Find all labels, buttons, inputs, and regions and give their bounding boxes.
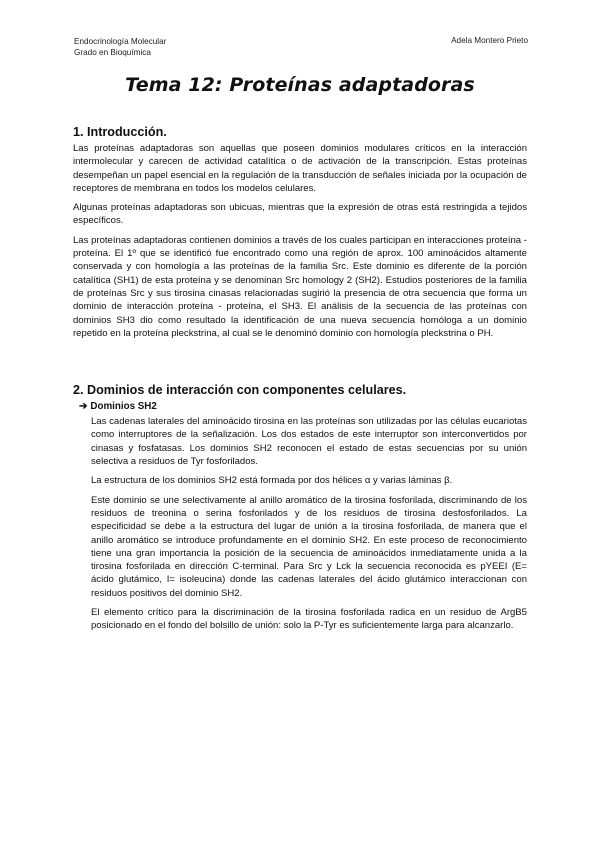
section-1-heading: 1. Introducción. <box>73 125 167 139</box>
header-author: Adela Montero Prieto <box>451 36 528 45</box>
section-2-paragraph: El elemento crítico para la discriminación de la tirosina fosforilada radica en un residuo de ArgB5 posicionado en el fondo del bolsillo de unión: solo la P-Tyr es suficientemente larga para alcanzarlo. <box>91 607 527 632</box>
section-2-paragraph: Las cadenas laterales del aminoácido tirosina en las proteínas son utilizadas por las células eucariotas como interruptores de la señalización. Los dos estados de este interruptor son interconvertidos por cinasas y fosfatasas. Los dominios SH2 reconocen el estado de estas secuencias por su unión selectiva a residuos de Tyr fosforilados. <box>91 416 527 468</box>
section-1-paragraph: Las proteínas adaptadoras contienen dominios a través de los cuales participan en interacciones proteína - proteína. El 1º que se identificó fue encontrado como una región de aprox. 100 aminoácidos altamente conservada y con homología a las proteínas de la familia Src. Este dominio es diferente de la porción catalítica (SH1) de esta proteína y se denominan Src homology 2 (SH2). Estudios posteriores de la familia de proteínas Src y sus tirosina cinasas relacionadas sugirió la presencia de otra secuencia que forma un dominio de interacción proteína - proteína, el SH3. El análisis de la secuencia de las proteínas con dominios SH3 dio como resultado la identificación de una nueva secuencia homóloga a un dominio repetido en la proteína pleckstrina, al cual se le denominó dominio con homología pleckstrina o PH. <box>73 234 527 339</box>
header-degree: Grado en Bioquímica <box>74 48 151 57</box>
subsection-heading <box>79 400 527 413</box>
header-subject: Endocrinología Molecular <box>74 37 167 46</box>
arrow-right-icon: ➔ <box>79 401 88 413</box>
section-2-heading: 2. Dominios de interacción con componentes celulares. <box>73 383 407 398</box>
section-2 <box>73 382 527 632</box>
document-body <box>73 124 527 639</box>
subsection-body <box>91 415 527 632</box>
section-2-paragraph: Este dominio se une selectivamente al anillo aromático de la tirosina fosforilada, discriminando de los residuos de treonina o serina fosforilados y de los residuos de tirosina desfosforilados. La especificidad se debe a la estructura del lugar de unión a la tirosina fosforilada, de manera que el anillo aromático se introduce profundamente en el dominio SH2. En este proceso de reconocimiento tiene una gran importancia la posición de la secuencia de aminoácidos inmediatamente unida a la tirosina fosforilada en dirección C-terminal. Para Src y Lck la secuencia reconocida es pYEEI (E= ácido glutámico, I= isoleucina) donde las cadenas laterales del ácido glutámico interaccionan con residuos positivos del dominio SH2. <box>91 494 527 599</box>
header-left <box>74 36 166 58</box>
section-1-paragraph: Las proteínas adaptadoras son aquellas que poseen dominios modulares críticos en la interacción intermolecular y carecen de actividad catalítica o de activación de la transcripción. Estas proteínas desempeñan un papel esencial en la regulación de la transducción de señales iniciada por la ocupación de receptores de membrana en todos los modelos celulares. <box>73 143 527 194</box>
subsection-title: Dominios SH2 <box>90 401 157 413</box>
page-title: Tema 12: Proteínas adaptadoras <box>125 74 475 96</box>
section-2-paragraph: La estructura de los dominios SH2 está formada por dos hélices α y varias láminas β. <box>91 475 453 487</box>
section-1-paragraph: Algunas proteínas adaptadoras son ubicuas, mientras que la expresión de otras está restringida a tejidos específicos. <box>73 202 527 227</box>
